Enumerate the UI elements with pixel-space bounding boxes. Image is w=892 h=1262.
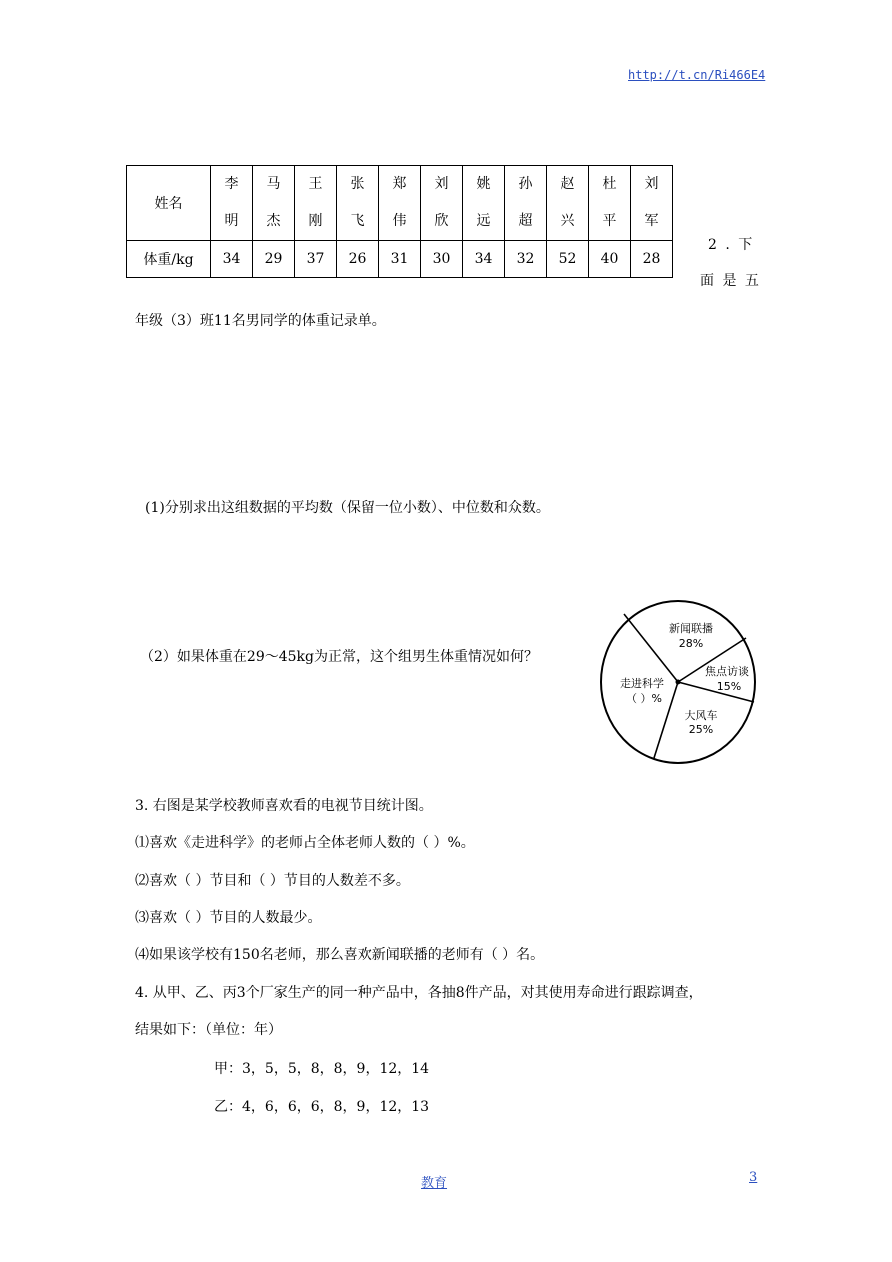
q2-side-line2: 面 是 五 bbox=[700, 273, 761, 289]
q2-part2: （2）如果体重在29～45kg为正常，这个组男生体重情况如何？ bbox=[140, 649, 538, 665]
weight-cell: 26 bbox=[337, 241, 379, 278]
header-link[interactable]: http://t.cn/Ri466E4 bbox=[628, 68, 766, 82]
weight-cell: 30 bbox=[421, 241, 463, 278]
weight-cell: 32 bbox=[505, 241, 547, 278]
label-windmill-pct: 25% bbox=[688, 723, 714, 736]
weight-cell: 34 bbox=[211, 241, 253, 278]
name-cell: 姚 远 bbox=[463, 166, 505, 241]
weight-cell: 40 bbox=[589, 241, 631, 278]
label-news: 新闻联播 bbox=[669, 622, 713, 635]
q2-side-line1: 2 . 下 bbox=[708, 237, 755, 253]
label-science: 走进科学 bbox=[620, 677, 664, 690]
q4-line2: 结果如下：（单位：年） bbox=[135, 1022, 282, 1038]
name-cell: 刘 军 bbox=[631, 166, 673, 241]
label-science-pct: （ ）% bbox=[626, 692, 662, 705]
q4-data-jia: 甲：3，5，5，8，8，9，12，14 bbox=[214, 1061, 430, 1077]
name-cell: 李 明 bbox=[211, 166, 253, 241]
weight-cell: 31 bbox=[379, 241, 421, 278]
table-row-weights bbox=[127, 241, 673, 278]
q4-line1: 4. 从甲、乙、丙3个厂家生产的同一种产品中，各抽8件产品，对其使用寿命进行跟踪调查， bbox=[135, 985, 703, 1001]
q3-subq3: ⑶喜欢（ ）节目的人数最少。 bbox=[135, 910, 322, 926]
table-row-names bbox=[127, 166, 673, 241]
weight-header: 体重/kg bbox=[127, 241, 211, 278]
pie-center bbox=[676, 680, 681, 685]
weight-cell: 52 bbox=[547, 241, 589, 278]
name-cell: 赵 兴 bbox=[547, 166, 589, 241]
footer-link[interactable]: 教育 bbox=[421, 1176, 448, 1191]
name-cell: 孙 超 bbox=[505, 166, 547, 241]
q4-data-yi: 乙：4，6，6，6，8，9，12，13 bbox=[214, 1099, 430, 1115]
name-cell: 杜 平 bbox=[589, 166, 631, 241]
page-number: 3 bbox=[749, 1170, 758, 1185]
name-header: 姓名 bbox=[127, 166, 211, 241]
label-news-pct: 28% bbox=[678, 637, 704, 650]
q3-title: 3. 右图是某学校教师喜欢看的电视节目统计图。 bbox=[135, 798, 433, 814]
name-cell: 郑 伟 bbox=[379, 166, 421, 241]
q3-subq2: ⑵喜欢（ ）节目和（ ）节目的人数差不多。 bbox=[135, 873, 410, 889]
q3-subq4: ⑷如果该学校有150名老师，那么喜欢新闻联播的老师有（ ）名。 bbox=[135, 947, 545, 963]
label-focus-pct: 15% bbox=[716, 680, 742, 693]
q2-intro: 年级（3）班11名男同学的体重记录单。 bbox=[135, 313, 386, 329]
label-windmill: 大风车 bbox=[684, 709, 718, 722]
pie-chart bbox=[598, 598, 760, 768]
weight-cell: 28 bbox=[631, 241, 673, 278]
name-cell: 刘 欣 bbox=[421, 166, 463, 241]
name-cell: 王 刚 bbox=[295, 166, 337, 241]
name-cell: 马 杰 bbox=[253, 166, 295, 241]
q3-subq1: ⑴喜欢《走进科学》的老师占全体老师人数的（ ）%。 bbox=[135, 835, 475, 851]
name-cell: 张 飞 bbox=[337, 166, 379, 241]
label-focus: 焦点访谈 bbox=[705, 665, 749, 678]
weight-cell: 29 bbox=[253, 241, 295, 278]
weight-cell: 37 bbox=[295, 241, 337, 278]
weight-cell: 34 bbox=[463, 241, 505, 278]
q2-part1: (1)分别求出这组数据的平均数（保留一位小数）、中位数和众数。 bbox=[145, 500, 550, 516]
weight-table bbox=[126, 165, 673, 278]
